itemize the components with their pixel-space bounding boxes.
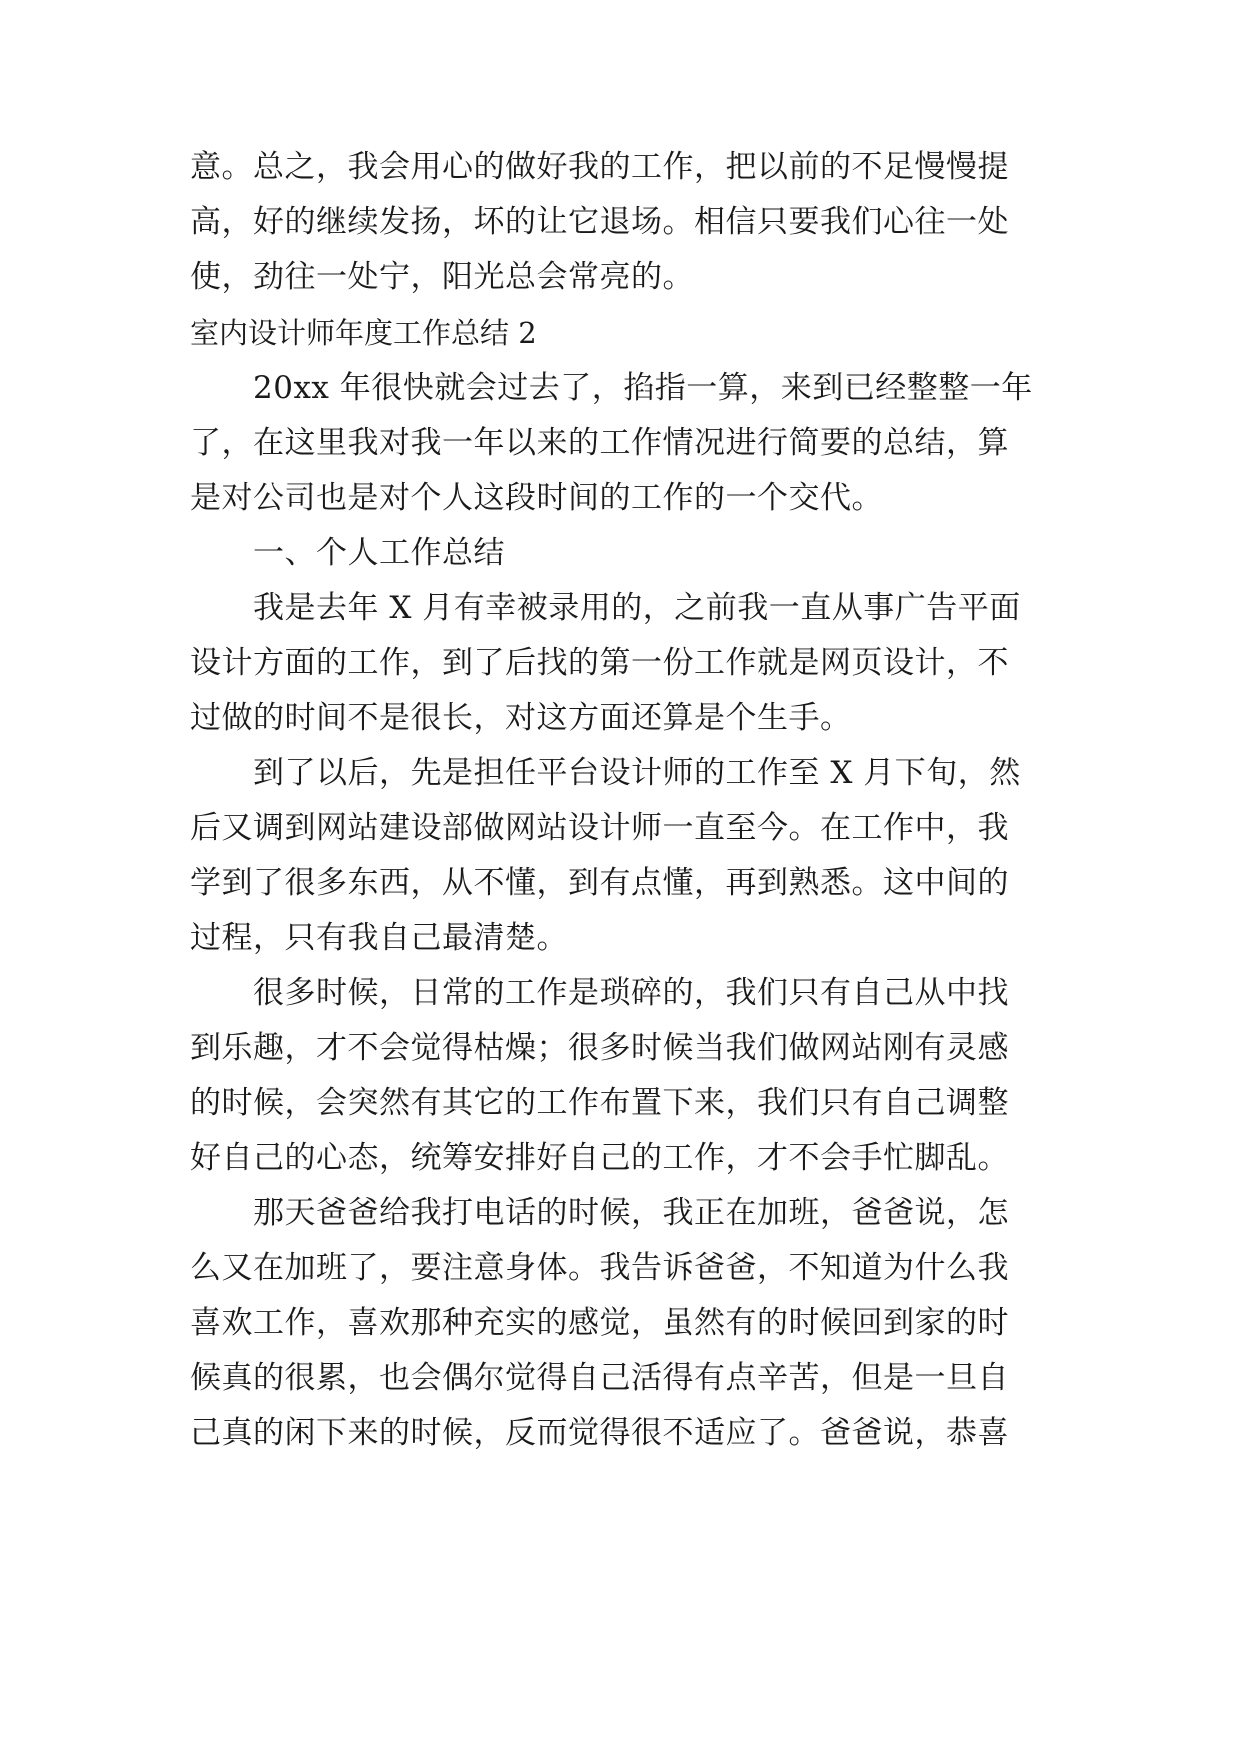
section-subheading: 一、个人工作总结 xyxy=(253,535,505,571)
text-line: 喜欢工作，喜欢那种充实的感觉，虽然有的时候回到家的时 xyxy=(190,1305,1009,1341)
text-line: 的时候，会突然有其它的工作布置下来，我们只有自己调整 xyxy=(190,1085,1009,1121)
text-line: 意。总之，我会用心的做好我的工作，把以前的不足慢慢提 xyxy=(190,149,1009,185)
text-line: 己真的闲下来的时候，反而觉得很不适应了。爸爸说，恭喜 xyxy=(190,1415,1009,1451)
text-line: 我是去年 X 月有幸被录用的，之前我一直从事广告平面 xyxy=(253,590,1021,626)
text-line: 后又调到网站建设部做网站设计师一直至今。在工作中，我 xyxy=(190,810,1009,846)
text-line: 过程，只有我自己最清楚。 xyxy=(190,920,568,956)
text-line: 设计方面的工作，到了后找的第一份工作就是网页设计，不 xyxy=(190,645,1009,681)
text-line: 高，好的继续发扬，坏的让它退场。相信只要我们心往一处 xyxy=(190,204,1009,240)
text-line: 候真的很累，也会偶尔觉得自己活得有点辛苦，但是一旦自 xyxy=(190,1360,1009,1396)
text-line: 么又在加班了，要注意身体。我告诉爸爸，不知道为什么我 xyxy=(190,1250,1009,1286)
text-line: 学到了很多东西，从不懂，到有点懂，再到熟悉。这中间的 xyxy=(190,865,1009,901)
text-line: 过做的时间不是很长，对这方面还算是个生手。 xyxy=(190,700,852,736)
text-line: 是对公司也是对个人这段时间的工作的一个交代。 xyxy=(190,480,883,516)
text-line: 那天爸爸给我打电话的时候，我正在加班，爸爸说，怎 xyxy=(253,1195,1009,1231)
text-line: 很多时候，日常的工作是琐碎的，我们只有自己从中找 xyxy=(253,975,1009,1011)
text-line: 好自己的心态，统筹安排好自己的工作，才不会手忙脚乱。 xyxy=(190,1140,1009,1176)
text-line: 到乐趣，才不会觉得枯燥；很多时候当我们做网站刚有灵感 xyxy=(190,1030,1009,1066)
section-title: 室内设计师年度工作总结 2 xyxy=(190,316,537,350)
text-line: 使，劲往一处宁，阳光总会常亮的。 xyxy=(190,259,694,295)
text-line: 20xx 年很快就会过去了，掐指一算，来到已经整整一年 xyxy=(253,370,1033,406)
text-line: 了，在这里我对我一年以来的工作情况进行简要的总结，算 xyxy=(190,425,1009,461)
text-line: 到了以后，先是担任平台设计师的工作至 X 月下旬，然 xyxy=(253,755,1021,791)
